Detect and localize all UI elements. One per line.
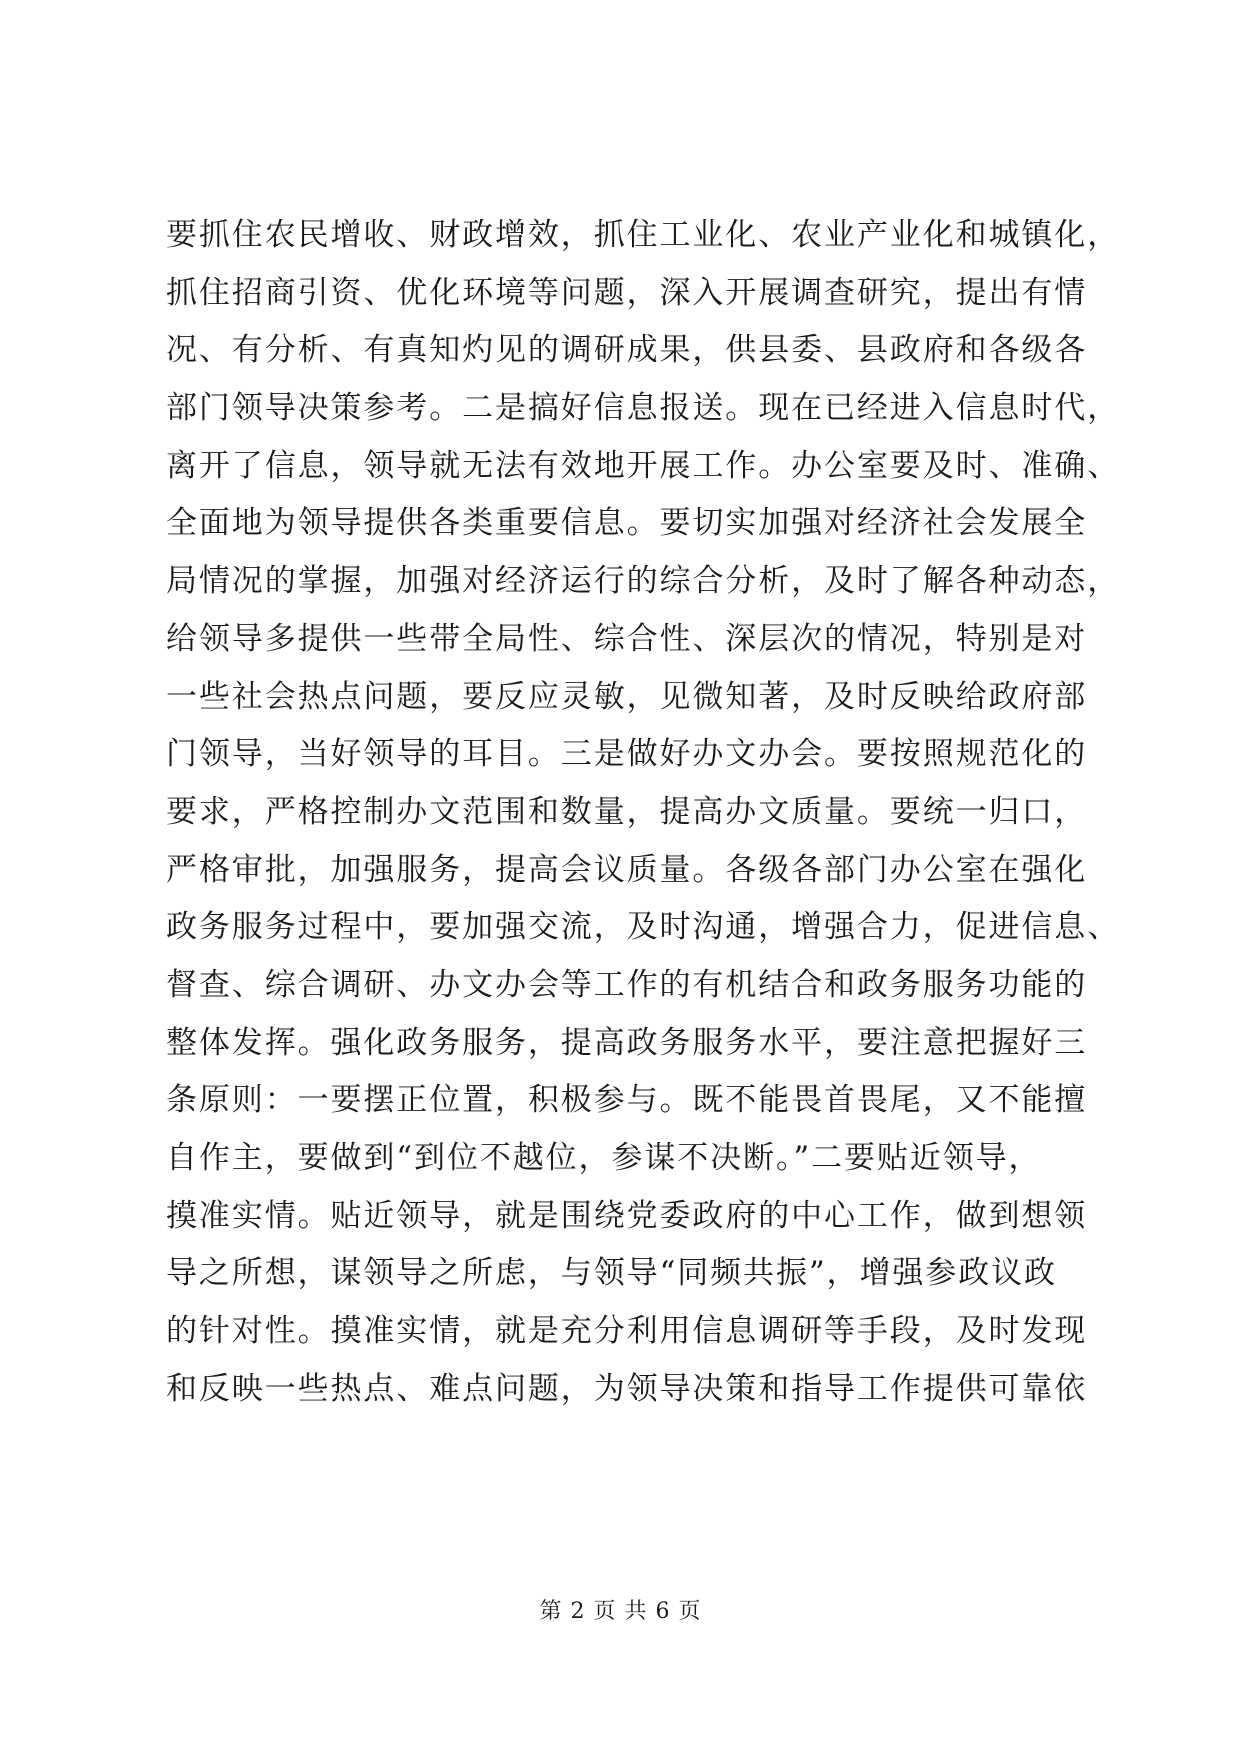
text-line: 严格审批，加强服务，提高会议质量。各级各部门办公室在强化 (166, 851, 1088, 888)
text-line: 给领导多提供一些带全局性、综合性、深层次的情况，特别是对 (166, 620, 1088, 657)
page-footer: 第 2 页 共 6 页 (539, 1599, 702, 1624)
text-line: 和反映一些热点、难点问题，为领导决策和指导工作提供可靠依 (166, 1370, 1088, 1407)
text-line: 抓住招商引资、优化环境等问题，深入开展调查研究，提出有情 (166, 274, 1088, 311)
text-line: 离开了信息，领导就无法有效地开展工作。办公室要及时、准确、 (166, 447, 1121, 484)
text-line: 条原则：一要摆正位置，积极参与。既不能畏首畏尾，又不能擅 (166, 1082, 1088, 1119)
text-line: 督查、综合调研、办文办会等工作的有机结合和政务服务功能的 (166, 966, 1088, 1003)
body-text (166, 207, 1121, 1418)
text-line: 政务服务过程中，要加强交流，及时沟通，增强合力，促进信息、 (166, 909, 1121, 946)
text-line: 要求，严格控制办文范围和数量，提高办文质量。要统一归口， (166, 793, 1088, 830)
text-line: 部门领导决策参考。二是搞好信息报送。现在已经进入信息时代， (166, 390, 1121, 427)
text-line: 整体发挥。强化政务服务，提高政务服务水平，要注意把握好三 (166, 1024, 1088, 1061)
text-line: 全面地为领导提供各类重要信息。要切实加强对经济社会发展全 (166, 505, 1088, 542)
text-line: 门领导，当好领导的耳目。三是做好办文办会。要按照规范化的 (166, 736, 1088, 773)
text-line: 摸准实情。贴近领导，就是围绕党委政府的中心工作，做到想领 (166, 1197, 1088, 1234)
text-line: 况、有分析、有真知灼见的调研成果，供县委、县政府和各级各 (166, 332, 1088, 369)
text-line: 导之所想，谋领导之所虑，与领导“同频共振”，增强参政议政 (166, 1255, 1057, 1292)
text-line: 的针对性。摸准实情，就是充分利用信息调研等手段，及时发现 (166, 1313, 1088, 1350)
text-line: 一些社会热点问题，要反应灵敏，见微知著，及时反映给政府部 (166, 678, 1088, 715)
text-line: 要抓住农民增收、财政增效，抓住工业化、农业产业化和城镇化， (166, 217, 1121, 253)
text-line: 自作主，要做到“到位不越位，参谋不决断。”二要贴近领导， (166, 1140, 1042, 1176)
text-line: 局情况的掌握，加强对经济运行的综合分析，及时了解各种动态， (166, 563, 1121, 600)
